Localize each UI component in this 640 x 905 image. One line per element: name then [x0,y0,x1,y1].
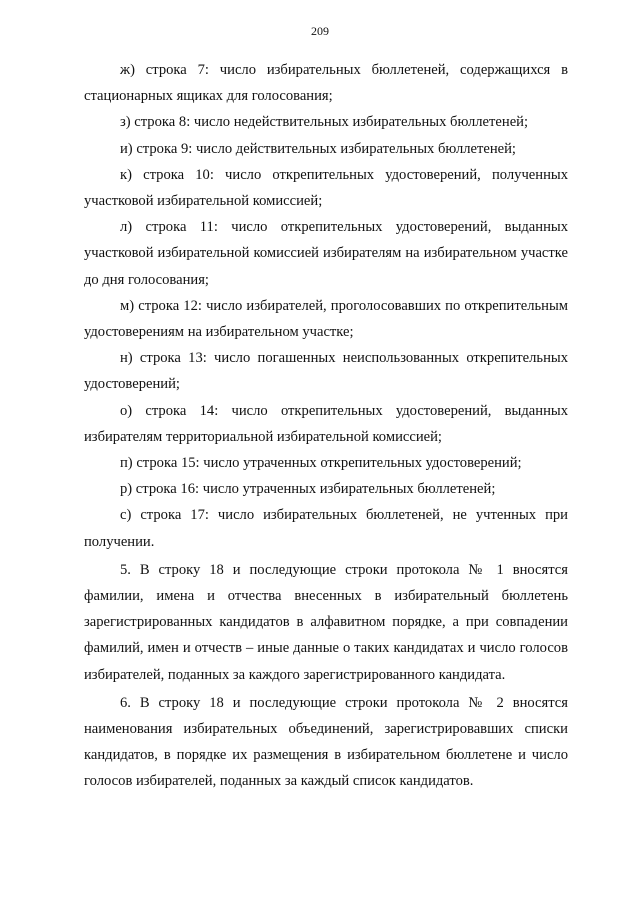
list-item-i: и) строка 9: число действительных избирательных бюллетеней; [120,140,516,157]
list-item-k: к) строка 10: число открепительных удостоверений, полученных участковой избирательной комиссией; [84,166,568,210]
list-item-r: р) строка 16: число утраченных избирательных бюллетеней; [120,481,496,498]
list-item-p: п) строка 15: число утраченных открепительных удостоверений; [120,455,522,472]
list-item-m: м) строка 12: число избирателей, проголосовавших по открепительным удостоверениям на избирательном участке; [84,297,568,341]
list-item-o: о) строка 14: число открепительных удостоверений, выданных избирателям территориальной избирательной комиссией; [84,402,568,445]
section-paragraph-6: 6. В строку 18 и последующие строки протокола № 2 вносятся наименования избирательных объединений, зарегистрировавших списки кандидатов, в порядке их размещения в избирательном бюллетене и число голосов избирателей, поданных за каждый список кандидатов. [84,694,568,790]
list-item-n: н) строка 13: число погашенных неиспользованных открепительных удостоверений; [84,350,568,393]
list-item-zh: ж) строка 7: число избирательных бюллетеней, содержащихся в стационарных ящиках для голосования; [84,62,568,105]
section-paragraph-5: 5. В строку 18 и последующие строки протокола № 1 вносятся фамилии, имена и отчества внесенных в избирательный бюллетень зарегистрированных кандидатов в алфавитном порядке, а при совпадении фамилий, имен и отчеств – иные данные о таких кандидатах и число голосов избирателей, поданных за каждого зарегистрированного кандидата. [84,561,568,683]
document-body [84,57,568,795]
list-item-l: л) строка 11: число открепительных удостоверений, выданных участковой избирательной комиссией избирателям на избирательном участке до дня голосования; [84,219,568,288]
list-item-s: с) строка 17: число избирательных бюллетеней, не учтенных при получении. [84,507,568,550]
page-number: 209 [311,24,329,38]
list-item-z: з) строка 8: число недействительных избирательных бюллетеней; [120,114,529,131]
